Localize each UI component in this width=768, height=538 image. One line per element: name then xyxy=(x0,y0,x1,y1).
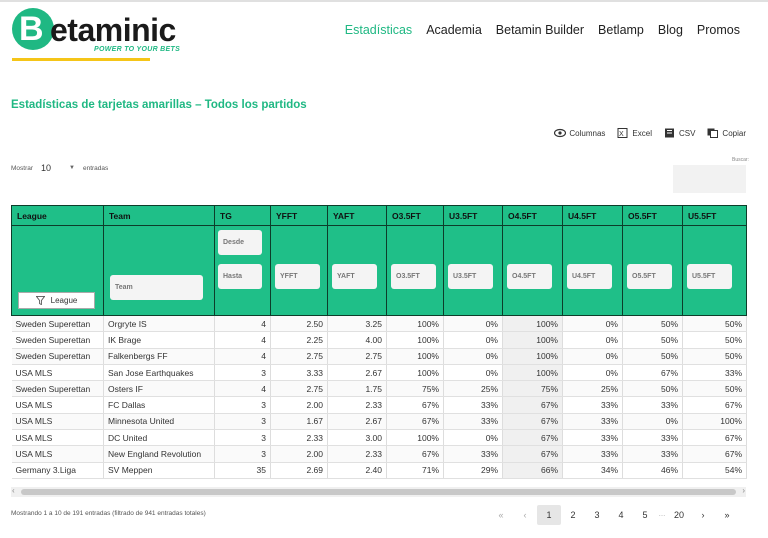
cell-u55: 100% xyxy=(683,413,747,429)
col-o45ft[interactable]: O4.5FT xyxy=(503,206,563,226)
cell-tg: 4 xyxy=(215,381,271,397)
cell-league: Sweden Superettan xyxy=(12,316,104,332)
cell-u35: 0% xyxy=(444,316,503,332)
excel-file-icon xyxy=(617,128,629,138)
cell-team: New England Revolution xyxy=(104,446,215,462)
cell-o45: 75% xyxy=(503,381,563,397)
cell-yaft: 3.25 xyxy=(328,316,387,332)
table-row xyxy=(12,413,747,429)
col-team[interactable]: Team xyxy=(104,206,215,226)
cell-u45: 34% xyxy=(563,462,623,478)
cell-o35: 100% xyxy=(387,364,444,380)
first-page-button[interactable]: « xyxy=(498,510,504,520)
excel-button[interactable]: X Excel xyxy=(619,128,652,138)
cell-yaft: 2.33 xyxy=(328,446,387,462)
page-2-button[interactable]: 2 xyxy=(570,510,576,520)
cell-o45: 66% xyxy=(503,462,563,478)
cell-yaft: 2.75 xyxy=(328,348,387,364)
cell-yfft: 3.33 xyxy=(271,364,328,380)
cell-u55: 33% xyxy=(683,364,747,380)
cell-league: USA MLS xyxy=(12,446,104,462)
csv-file-icon xyxy=(664,128,676,138)
u55-filter-input[interactable]: U5.5FT xyxy=(687,264,732,289)
cell-team: FC Dallas xyxy=(104,397,215,413)
page-5-button[interactable]: 5 xyxy=(642,510,648,520)
cell-yfft: 2.75 xyxy=(271,348,328,364)
table-info: Mostrando 1 a 10 de 191 entradas (filtrado de 941 entradas totales) xyxy=(11,510,206,517)
nav-betamin-builder[interactable]: Betamin Builder xyxy=(495,23,585,37)
cell-yfft: 2.25 xyxy=(271,332,328,348)
cell-yfft: 2.75 xyxy=(271,381,328,397)
cell-league: Sweden Superettan xyxy=(12,348,104,364)
accent-underline xyxy=(12,58,150,61)
stats-table-wrapper xyxy=(11,205,746,479)
cell-league: USA MLS xyxy=(12,413,104,429)
cell-o55: 33% xyxy=(623,430,683,446)
copy-button[interactable]: Copiar xyxy=(707,128,746,138)
prev-page-button[interactable]: ‹ xyxy=(523,510,527,520)
cell-o55: 33% xyxy=(623,446,683,462)
cell-o55: 50% xyxy=(623,316,683,332)
cell-u35: 33% xyxy=(444,413,503,429)
col-u55ft[interactable]: U5.5FT xyxy=(683,206,747,226)
chevron-right-icon[interactable]: › xyxy=(742,486,745,495)
tg-to-input[interactable]: Hasta xyxy=(218,264,262,289)
cell-league: Sweden Superettan xyxy=(12,381,104,397)
cell-yaft: 2.40 xyxy=(328,462,387,478)
cell-tg: 3 xyxy=(215,364,271,380)
cell-yaft: 2.67 xyxy=(328,413,387,429)
nav-academia[interactable]: Academia xyxy=(426,23,482,37)
cell-o55: 46% xyxy=(623,462,683,478)
logo-wordmark: etaminic xyxy=(50,12,176,48)
cell-o45: 67% xyxy=(503,413,563,429)
table-row xyxy=(12,332,747,348)
cell-yfft: 2.33 xyxy=(271,430,328,446)
cell-team: Minnesota United xyxy=(104,413,215,429)
cell-tg: 4 xyxy=(215,332,271,348)
search-input[interactable] xyxy=(673,165,746,193)
cell-u55: 50% xyxy=(683,316,747,332)
header-row xyxy=(12,206,747,226)
cell-o55: 0% xyxy=(623,413,683,429)
page-length-control: Mostrar 10 ▼ entradas xyxy=(11,163,109,173)
col-u45ft[interactable]: U4.5FT xyxy=(563,206,623,226)
cell-yfft: 2.00 xyxy=(271,446,328,462)
table-body xyxy=(12,316,747,479)
table-row xyxy=(12,446,747,462)
last-page-button[interactable]: » xyxy=(724,510,730,520)
col-o35ft[interactable]: O3.5FT xyxy=(387,206,444,226)
cell-u45: 25% xyxy=(563,381,623,397)
o45-filter-input[interactable]: O4.5FT xyxy=(507,264,552,289)
cell-tg: 3 xyxy=(215,413,271,429)
cell-u45: 0% xyxy=(563,316,623,332)
page-4-button[interactable]: 4 xyxy=(618,510,624,520)
nav-promos[interactable]: Promos xyxy=(696,23,740,37)
cell-u55: 50% xyxy=(683,381,747,397)
cell-o35: 100% xyxy=(387,332,444,348)
cell-yaft: 2.33 xyxy=(328,397,387,413)
horizontal-scrollbar[interactable] xyxy=(11,487,746,497)
col-league[interactable]: League xyxy=(12,206,104,226)
cell-u55: 54% xyxy=(683,462,747,478)
cell-u35: 0% xyxy=(444,348,503,364)
cell-u35: 29% xyxy=(444,462,503,478)
cell-o35: 100% xyxy=(387,430,444,446)
cell-team: San Jose Earthquakes xyxy=(104,364,215,380)
logo-badge: B xyxy=(12,8,54,50)
logo-tagline: POWER TO YOUR BETS xyxy=(94,46,181,53)
search-label: Buscar: xyxy=(732,157,749,163)
col-yfft[interactable]: YFFT xyxy=(271,206,328,226)
cell-o55: 33% xyxy=(623,397,683,413)
cell-u55: 50% xyxy=(683,348,747,364)
cell-u45: 33% xyxy=(563,430,623,446)
cell-u55: 67% xyxy=(683,397,747,413)
cell-tg: 3 xyxy=(215,430,271,446)
cell-team: Orgryte IS xyxy=(104,316,215,332)
nav-estadisticas[interactable]: Estadísticas xyxy=(344,23,413,37)
cell-u55: 67% xyxy=(683,446,747,462)
cell-u45: 33% xyxy=(563,413,623,429)
cell-yaft: 1.75 xyxy=(328,381,387,397)
columns-button[interactable]: Columnas xyxy=(554,128,605,138)
cell-o35: 67% xyxy=(387,413,444,429)
cell-u45: 0% xyxy=(563,332,623,348)
table-row xyxy=(12,462,747,478)
col-yaft[interactable]: YAFT xyxy=(328,206,387,226)
u45-filter-input[interactable]: U4.5FT xyxy=(567,264,612,289)
cell-u45: 33% xyxy=(563,446,623,462)
col-o55ft[interactable]: O5.5FT xyxy=(623,206,683,226)
cell-o55: 50% xyxy=(623,348,683,364)
main-nav xyxy=(345,23,740,37)
cell-u45: 33% xyxy=(563,397,623,413)
cell-tg: 3 xyxy=(215,397,271,413)
cell-league: Germany 3.Liga xyxy=(12,462,104,478)
cell-o45: 100% xyxy=(503,348,563,364)
col-tg[interactable]: TG xyxy=(215,206,271,226)
cell-yaft: 2.67 xyxy=(328,364,387,380)
cell-o45: 100% xyxy=(503,332,563,348)
cell-o35: 100% xyxy=(387,316,444,332)
cell-u45: 0% xyxy=(563,364,623,380)
cell-u35: 25% xyxy=(444,381,503,397)
eye-icon xyxy=(554,128,566,138)
page-length-select[interactable]: 10 xyxy=(41,163,52,173)
cell-o45: 67% xyxy=(503,397,563,413)
cell-o55: 50% xyxy=(623,381,683,397)
team-filter-input[interactable]: Team xyxy=(110,275,203,300)
page-title: Estadísticas de tarjetas amarillas – Todos los partidos xyxy=(11,99,307,111)
cell-tg: 3 xyxy=(215,446,271,462)
filter-icon xyxy=(36,296,45,305)
cell-team: SV Meppen xyxy=(104,462,215,478)
nav-betlamp[interactable]: Betlamp xyxy=(598,23,644,37)
cell-o45: 100% xyxy=(503,364,563,380)
cell-o35: 75% xyxy=(387,381,444,397)
cell-u35: 0% xyxy=(444,364,503,380)
cell-u35: 33% xyxy=(444,446,503,462)
cell-o55: 67% xyxy=(623,364,683,380)
cell-tg: 35 xyxy=(215,462,271,478)
cell-o55: 50% xyxy=(623,332,683,348)
cell-o45: 67% xyxy=(503,430,563,446)
cell-league: Sweden Superettan xyxy=(12,332,104,348)
cell-o35: 100% xyxy=(387,348,444,364)
cell-o45: 100% xyxy=(503,316,563,332)
cell-team: Falkenbergs FF xyxy=(104,348,215,364)
csv-button[interactable]: CSV xyxy=(664,128,695,138)
table-row xyxy=(12,397,747,413)
yellow-cards-table xyxy=(11,205,747,479)
cell-tg: 4 xyxy=(215,348,271,364)
top-bar xyxy=(0,0,768,62)
page-20-button[interactable]: 20 xyxy=(673,510,684,520)
svg-text:X: X xyxy=(619,131,625,138)
cell-team: Osters IF xyxy=(104,381,215,397)
cell-team: IK Brage xyxy=(104,332,215,348)
cell-u45: 0% xyxy=(563,348,623,364)
cell-u55: 67% xyxy=(683,430,747,446)
table-row xyxy=(12,316,747,332)
cell-o35: 67% xyxy=(387,397,444,413)
u35-filter-input[interactable]: U3.5FT xyxy=(448,264,493,289)
o35-filter-input[interactable]: O3.5FT xyxy=(391,264,436,289)
cell-o45: 67% xyxy=(503,446,563,462)
cell-yfft: 2.00 xyxy=(271,397,328,413)
cell-league: USA MLS xyxy=(12,364,104,380)
table-row xyxy=(12,381,747,397)
tg-from-input[interactable]: Desde xyxy=(218,230,262,255)
league-filter-button[interactable]: League xyxy=(18,292,95,309)
cell-u35: 0% xyxy=(444,430,503,446)
cell-u35: 0% xyxy=(444,332,503,348)
cell-yfft: 2.69 xyxy=(271,462,328,478)
chevron-down-icon[interactable]: ▼ xyxy=(69,165,75,171)
export-toolbar xyxy=(554,128,746,138)
copy-icon xyxy=(707,128,719,138)
cell-o35: 67% xyxy=(387,446,444,462)
cell-yfft: 2.50 xyxy=(271,316,328,332)
cell-league: USA MLS xyxy=(12,397,104,413)
cell-yaft: 3.00 xyxy=(328,430,387,446)
cell-o35: 71% xyxy=(387,462,444,478)
nav-blog[interactable]: Blog xyxy=(657,23,683,37)
cell-team: DC United xyxy=(104,430,215,446)
page-3-button[interactable]: 3 xyxy=(594,510,600,520)
betaminic-logo[interactable] xyxy=(12,8,184,54)
pagination-ellipsis: … xyxy=(658,511,666,518)
filter-row xyxy=(12,226,747,316)
cell-u35: 33% xyxy=(444,397,503,413)
o55-filter-input[interactable]: O5.5FT xyxy=(627,264,672,289)
chevron-left-icon[interactable]: ‹ xyxy=(12,486,15,495)
page-1-button[interactable]: 1 xyxy=(537,505,561,525)
cell-yaft: 4.00 xyxy=(328,332,387,348)
pagination xyxy=(489,505,739,525)
cell-u55: 50% xyxy=(683,332,747,348)
cell-league: USA MLS xyxy=(12,430,104,446)
next-page-button[interactable]: › xyxy=(701,510,705,520)
yfft-filter-input[interactable]: YFFT xyxy=(275,264,320,289)
yaft-filter-input[interactable]: YAFT xyxy=(332,264,377,289)
col-u35ft[interactable]: U3.5FT xyxy=(444,206,503,226)
table-row xyxy=(12,348,747,364)
table-row xyxy=(12,364,747,380)
table-row xyxy=(12,430,747,446)
cell-yfft: 1.67 xyxy=(271,413,328,429)
scrollbar-thumb[interactable] xyxy=(21,489,736,495)
cell-tg: 4 xyxy=(215,316,271,332)
